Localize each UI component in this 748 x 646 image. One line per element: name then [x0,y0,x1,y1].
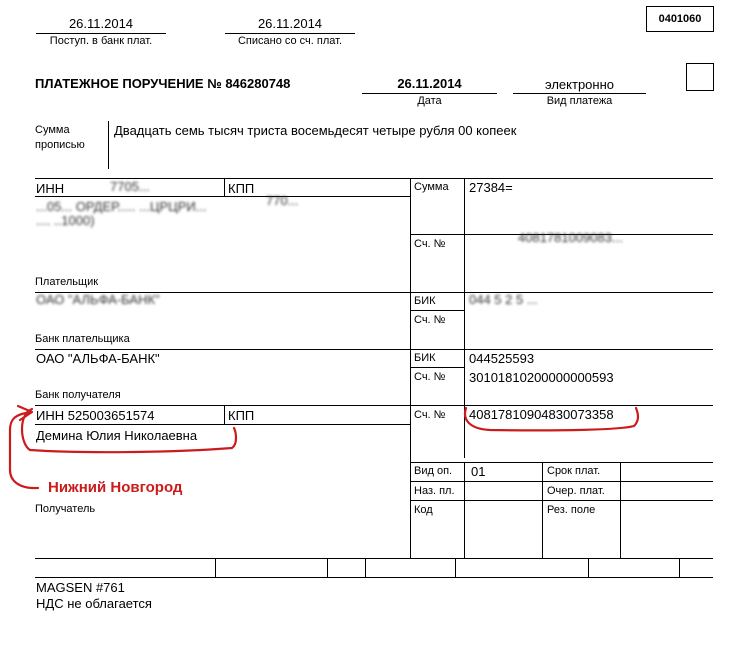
footer-line-2: НДС не облагается [36,596,152,611]
bank-received-date: 26.11.2014 [68,16,134,31]
status-checkbox [686,63,714,91]
reserve-label: Рез. поле [547,504,596,516]
divider [513,93,646,94]
payee-bank-caption: Банк получателя [35,389,121,401]
payer-sum-label: Сумма [414,181,449,193]
divider [215,558,216,577]
debited-date: 26.11.2014 [257,16,323,31]
payer-kpp-value: 770... [266,193,299,208]
divider [410,178,411,558]
payee-inn: ИНН 525003651574 [36,408,155,423]
payer-kpp-label: КПП [228,181,255,196]
divider [588,558,589,577]
payer-bank-caption: Банк плательщика [35,333,130,345]
payer-account-value: 4081781009083... [518,230,623,245]
amount-words-label: Сумма [35,124,70,136]
divider [35,558,713,559]
divider [35,196,410,197]
divider [224,405,225,425]
payer-name-line1: ...05... ОРДЕР..... ...ЦРЦРИ... [36,199,207,214]
divider [35,349,713,350]
divider [679,558,680,577]
bank-received-caption: Поступ. в банк плат. [49,35,153,47]
op-type-value: 01 [471,464,486,479]
payer-account-label: Сч. № [414,238,446,250]
divider [410,500,713,501]
divider [35,424,410,425]
divider [35,405,713,406]
payer-bank-name: ОАО "АЛЬФА-БАНК" [36,292,160,307]
payer-bank-account-label: Сч. № [414,314,446,326]
payee-bank-account-label: Сч. № [414,371,446,383]
payee-kpp-label: КПП [228,408,255,423]
payee-account-value: 40817810904830073358 [469,407,614,422]
footer-line-1: MAGSEN #761 [36,580,125,595]
amount-words-label-2: прописью [35,139,85,151]
divider [464,178,465,458]
divider [36,33,166,34]
payee-name: Демина Юлия Николаевна [36,428,198,443]
payer-inn-value: 7705... [110,179,150,194]
payer-caption: Плательщик [35,276,99,288]
page-title: ПЛАТЕЖНОЕ ПОРУЧЕНИЕ № 846280748 [35,76,291,91]
code-label: Код [414,504,433,516]
divider [410,462,713,463]
payee-bank-account-value: 30101810200000000593 [469,370,614,385]
form-code: 0401060 [658,12,702,25]
amount-words-text: Двадцать семь тысяч триста восемьдесят четыре рубля 00 копеек [114,123,517,138]
payer-inn-label: ИНН [36,181,65,196]
divider [365,558,366,577]
divider [224,178,225,196]
payer-bank-bik-value: 044 5 2 5 ... [469,292,538,307]
divider [410,367,465,368]
payee-bank-bik-label: БИК [414,352,436,364]
divider [410,310,465,311]
divider [620,462,621,558]
payment-type: электронно [545,77,614,92]
payee-bank-bik-value: 044525593 [469,351,535,366]
divider [362,93,497,94]
payer-sum-value: 27384= [469,180,513,195]
divider [455,558,456,577]
payment-type-caption: Вид платежа [546,95,613,107]
divider [35,577,713,578]
divider [410,481,713,482]
priority-label: Очер. плат. [547,485,605,497]
form-code-box [646,6,714,32]
payee-bank-name: ОАО "АЛЬФА-БАНК" [36,351,160,366]
debited-caption: Списано со сч. плат. [237,35,343,47]
annotation-city: Нижний Новгород [48,479,183,496]
divider [542,462,543,558]
payer-bank-bik-label: БИК [414,295,436,307]
op-type-label: Вид оп. [414,465,453,477]
annotation-arrow [10,406,38,488]
due-label: Срок плат. [547,465,601,477]
payee-account-label: Сч. № [414,409,446,421]
order-date-caption: Дата [417,95,442,107]
divider [108,121,109,169]
divider [327,558,328,577]
payer-name-line2: .... ..1000) [36,213,95,228]
purpose-label: Наз. пл. [414,485,455,497]
order-date: 26.11.2014 [397,76,462,91]
payee-caption: Получатель [35,503,96,515]
divider [464,462,465,558]
divider [225,33,355,34]
